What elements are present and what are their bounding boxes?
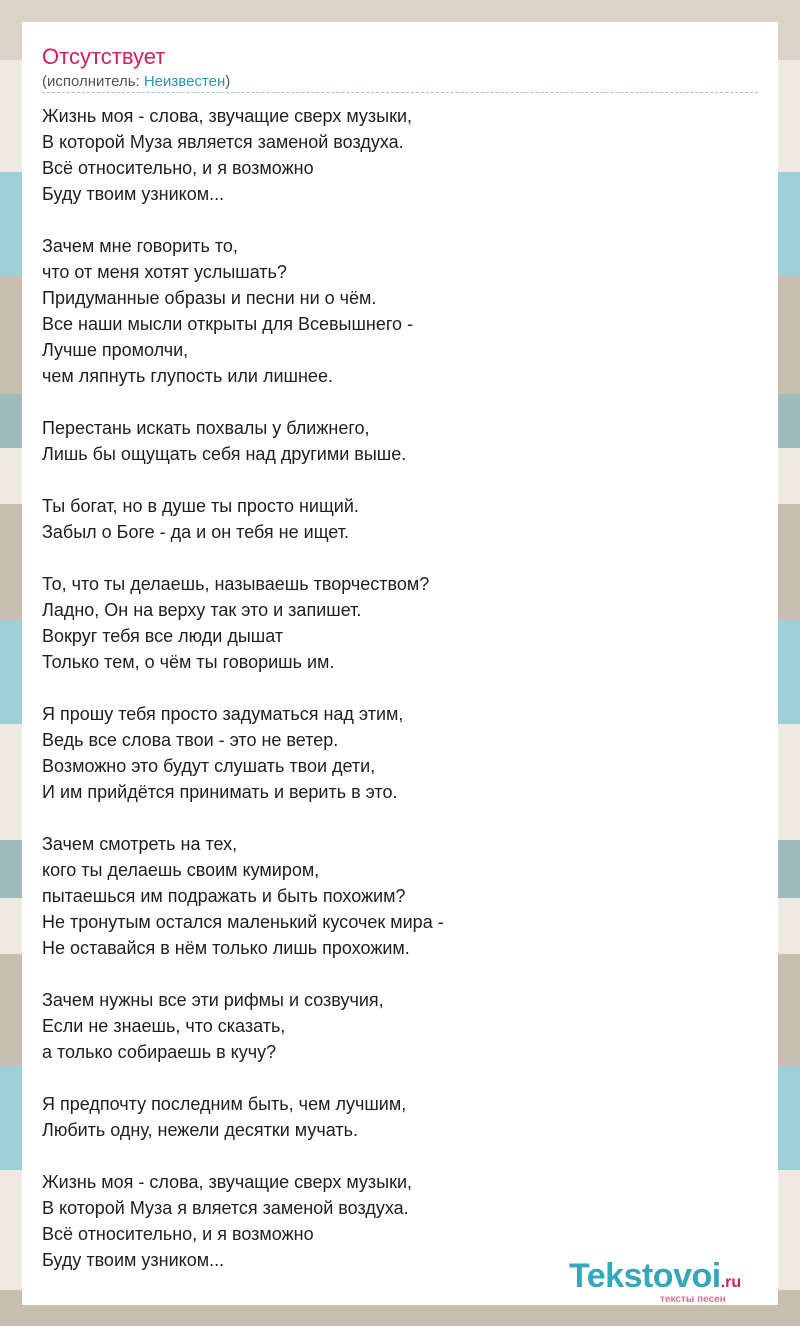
lyrics-stanza	[42, 103, 758, 207]
lyrics-line: Забыл о Боге - да и он тебя не ищет.	[42, 522, 349, 542]
lyrics-line: И им прийдётся принимать и верить в это.	[42, 782, 398, 802]
lyrics-line: Зачем мне говорить то,	[42, 236, 238, 256]
lyrics-stanza	[42, 415, 758, 467]
song-title: Отсутствует	[42, 44, 166, 69]
lyrics-stanza	[42, 701, 758, 805]
lyrics-line: В которой Муза я вляется заменой воздуха.	[42, 1198, 409, 1218]
lyrics-line: чем ляпнуть глупость или лишнее.	[42, 366, 333, 386]
lyrics-line: Я прошу тебя просто задуматься над этим,	[42, 704, 404, 724]
lyrics-stanza	[42, 233, 758, 389]
lyrics-stanza	[42, 1091, 758, 1143]
lyrics-stanza	[42, 571, 758, 675]
lyrics-line: Вокруг тебя все люди дышат	[42, 626, 284, 646]
lyrics-line: Всё относительно, и я возможно	[42, 158, 314, 178]
logo-main: Tekstovoi	[569, 1257, 721, 1295]
lyrics-stanza	[42, 831, 758, 961]
lyrics-line: Жизнь моя - слова, звучащие сверх музыки,	[42, 106, 413, 126]
lyrics-line: Если не знаешь, что сказать,	[42, 1016, 286, 1036]
lyrics-line: Все наши мысли открыты для Всевышнего -	[42, 314, 414, 334]
lyrics-line: Перестань искать похвалы у ближнего,	[42, 418, 370, 438]
lyrics-line: Ладно, Он на верху так это и запишет.	[42, 600, 362, 620]
lyrics-line: Придуманные образы и песни ни о чём.	[42, 288, 377, 308]
lyrics-line: В которой Муза является заменой воздуха.	[42, 132, 404, 152]
lyrics-line: Жизнь моя - слова, звучащие сверх музыки,	[42, 1172, 413, 1192]
lyrics-line: Я предпочту последним быть, чем лучшим,	[42, 1094, 407, 1114]
lyrics-line: а только собираешь в кучу?	[42, 1042, 277, 1062]
lyrics-card	[22, 22, 778, 1305]
lyrics-stanza	[42, 493, 758, 545]
lyrics-line: кого ты делаешь своим кумиром,	[42, 860, 320, 880]
lyrics-line: Возможно это будут слушать твои дети,	[42, 756, 376, 776]
performer-line	[42, 73, 230, 91]
lyrics-line: Не тронутым остался маленький кусочек мира -	[42, 912, 444, 932]
lyrics-line: Лучше промолчи,	[42, 340, 189, 360]
title-divider	[42, 92, 758, 93]
lyrics-line: Ведь все слова твои - это не ветер.	[42, 730, 339, 750]
logo-tld: .ru	[720, 1274, 742, 1291]
lyrics-line: Всё относительно, и я возможно	[42, 1224, 314, 1244]
lyrics-line: Зачем нужны все эти рифмы и созвучия,	[42, 990, 384, 1010]
lyrics-line: Только тем, о чём ты говоришь им.	[42, 652, 335, 672]
lyrics-line: То, что ты делаешь, называешь творчеством?	[42, 574, 430, 594]
lyrics-stanza	[42, 987, 758, 1065]
lyrics-line: Лишь бы ощущать себя над другими выше.	[42, 444, 407, 464]
lyrics-line: Ты богат, но в душе ты просто нищий.	[42, 496, 359, 516]
logo-tagline: тексты песен	[660, 1294, 726, 1305]
lyrics-line: Зачем смотреть на тех,	[42, 834, 238, 854]
lyrics-line: Не оставайся в нём только лишь прохожим.	[42, 938, 410, 958]
performer-suffix: )	[225, 73, 231, 90]
lyrics-line: Буду твоим узником...	[42, 184, 225, 204]
lyrics-line: Буду твоим узником...	[42, 1250, 225, 1270]
lyrics-line: пытаешься им подражать и быть похожим?	[42, 886, 406, 906]
performer-link[interactable]: Неизвестен	[143, 73, 226, 90]
lyrics-text	[42, 103, 758, 1299]
lyrics-line: Любить одну, нежели десятки мучать.	[42, 1120, 358, 1140]
performer-prefix: (исполнитель:	[42, 73, 144, 90]
lyrics-line: что от меня хотят услышать?	[42, 262, 287, 282]
